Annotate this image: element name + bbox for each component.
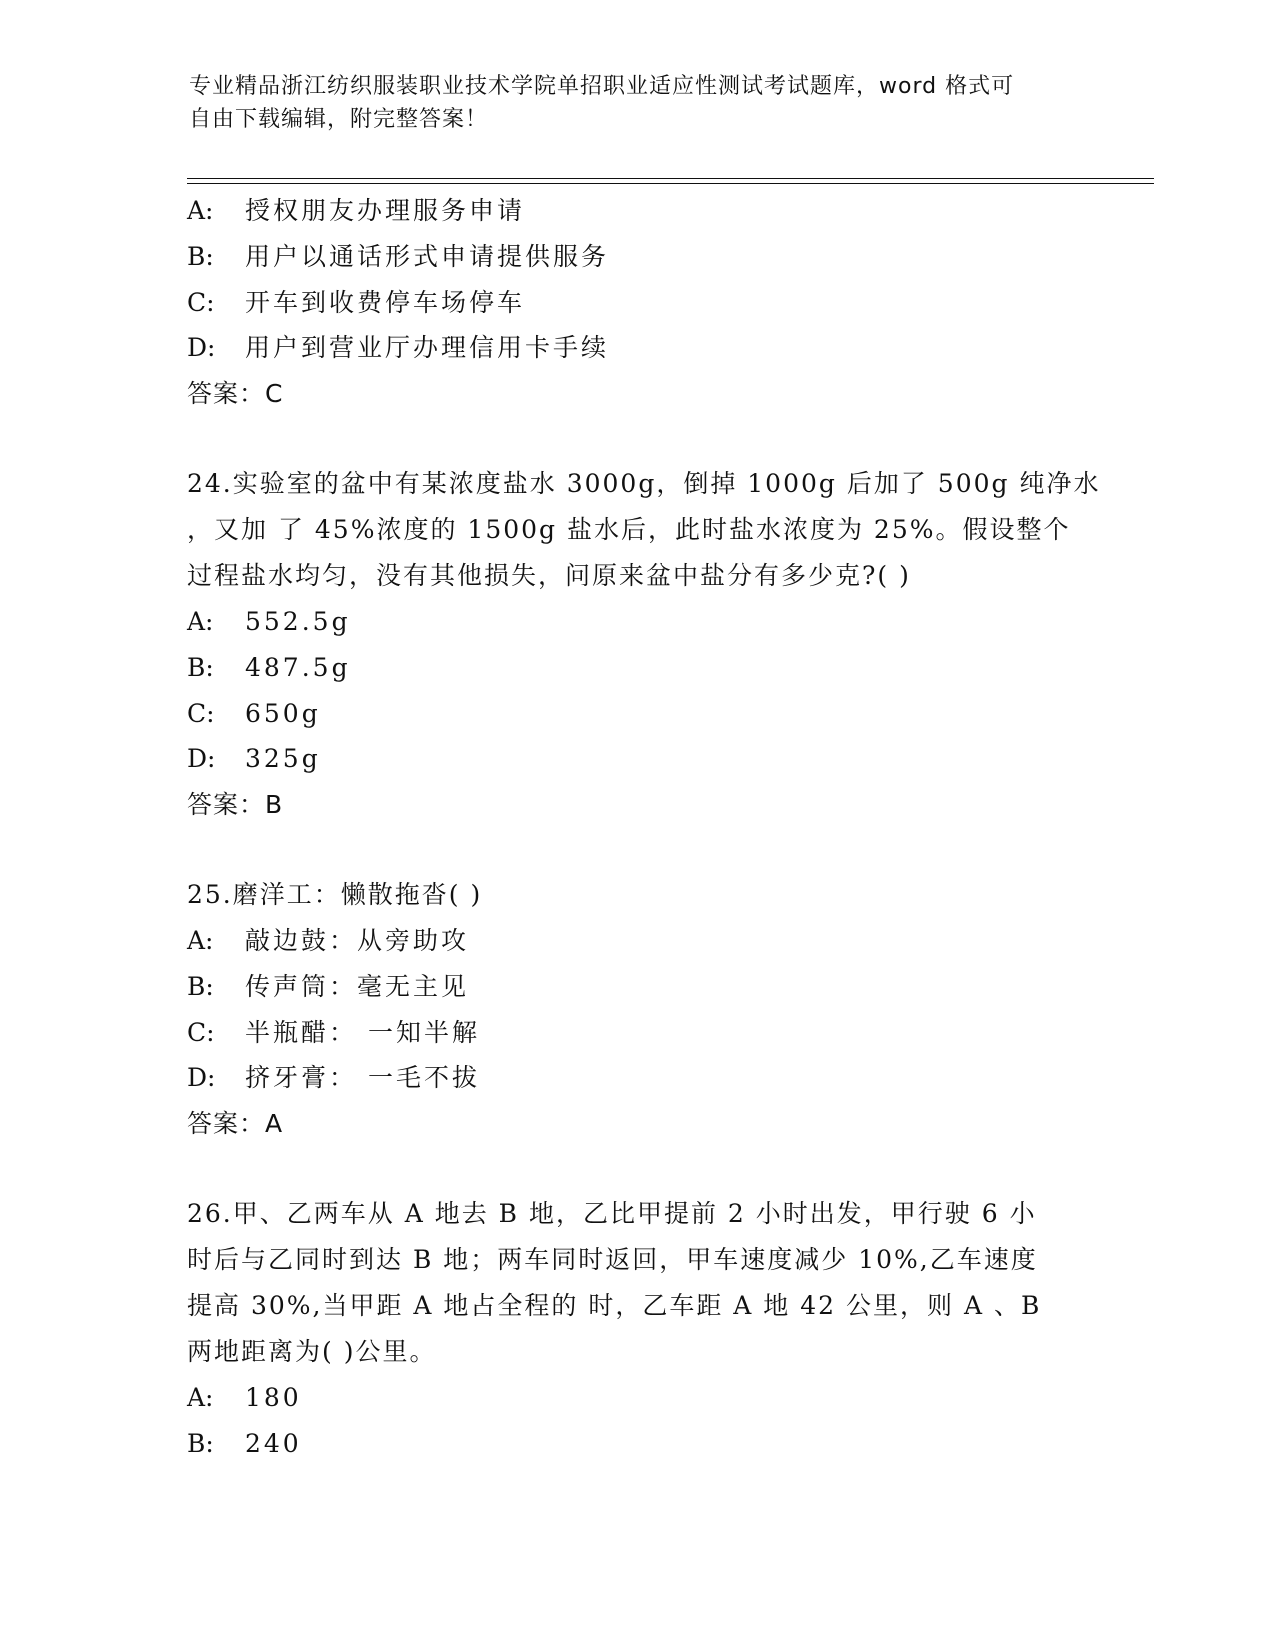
option-b — [187, 234, 1087, 280]
header-rule-top — [187, 178, 1154, 179]
option-c — [187, 1010, 1087, 1056]
option-c — [187, 691, 1087, 737]
option-text: 用户以通话形式申请提供服务 — [245, 241, 610, 271]
question-line: 时后与乙同时到达 B 地；两车同时返回，甲车速度减少 10%,乙车速度 — [187, 1244, 1038, 1274]
question-line: 26.甲、乙两车从 A 地去 B 地，乙比甲提前 2 小时出发，甲行驶 6 小 — [187, 1198, 1037, 1228]
option-text: 用户到营业厅办理信用卡手续 — [245, 333, 610, 363]
question-25 — [187, 872, 1087, 1147]
option-key: A: — [187, 925, 214, 955]
option-text: 敲边鼓：从旁助攻 — [245, 925, 470, 955]
question-stem — [187, 461, 1101, 599]
question-23 — [187, 188, 1087, 417]
option-key: A: — [187, 1382, 214, 1412]
question-line: 过程盐水均匀，没有其他损失，问原来盆中盐分有多少克?( ) — [187, 560, 911, 590]
option-a — [187, 188, 1087, 234]
option-key: B: — [187, 1428, 214, 1458]
option-key: D: — [187, 333, 216, 363]
option-text: 开车到收费停车场停车 — [245, 287, 526, 317]
option-b — [187, 645, 1087, 691]
answer: 答案：A — [187, 1109, 284, 1139]
option-key: D: — [187, 1063, 216, 1093]
question-line: ，又加 了 45%浓度的 1500g 盐水后，此时盐水浓度为 25%。假设整个 — [187, 514, 1071, 544]
option-a — [187, 918, 1087, 964]
option-text: 授权朋友办理服务申请 — [245, 196, 526, 225]
option-d — [187, 325, 1087, 371]
question-24 — [187, 461, 1101, 828]
question-line: 24.实验室的盆中有某浓度盐水 3000g，倒掉 1000g 后加了 500g 纯净水 — [187, 468, 1101, 498]
option-key: D: — [187, 744, 216, 774]
option-text: 180 — [245, 1382, 302, 1412]
option-key: C: — [187, 1017, 215, 1047]
header-line-2: 自由下载编辑，附完整答案！ — [189, 107, 489, 132]
option-text: 挤牙膏： 一毛不拔 — [245, 1063, 480, 1093]
option-key: B: — [187, 241, 214, 271]
question-list — [187, 188, 1101, 1467]
question-stem — [187, 1191, 1087, 1375]
option-key: B: — [187, 971, 214, 1001]
option-d — [187, 736, 1087, 782]
option-text: 650g — [245, 698, 321, 728]
option-key: A: — [187, 606, 214, 636]
option-key: B: — [187, 652, 214, 682]
option-text: 240 — [245, 1428, 302, 1458]
header-line-1: 专业精品浙江纺织服装职业技术学院单招职业适应性测试考试题库，word 格式可 — [189, 74, 1015, 99]
option-a — [187, 599, 1087, 645]
option-text: 487.5g — [245, 652, 351, 682]
option-text: 半瓶醋： 一知半解 — [245, 1017, 480, 1047]
question-stem — [187, 872, 1087, 918]
option-key: C: — [187, 287, 215, 317]
option-b — [187, 964, 1087, 1010]
option-text: 传声筒：毫无主见 — [245, 971, 470, 1001]
option-a — [187, 1375, 1087, 1421]
option-key: A: — [187, 196, 214, 225]
question-26 — [187, 1191, 1087, 1467]
question-line: 两地距离为( )公里。 — [187, 1336, 437, 1366]
option-c — [187, 280, 1087, 326]
answer: 答案：B — [187, 790, 284, 820]
option-key: C: — [187, 698, 215, 728]
header-rule-bottom — [187, 183, 1154, 184]
question-line: 提高 30%,当甲距 A 地占全程的 时，乙车距 A 地 42 公里，则 A 、B — [187, 1290, 1042, 1320]
answer: 答案：C — [187, 379, 284, 409]
question-line: 25.磨洋工：懒散拖沓( ) — [187, 879, 483, 909]
document-header — [189, 70, 1069, 136]
option-b — [187, 1421, 1087, 1467]
option-d — [187, 1055, 1087, 1101]
option-text: 552.5g — [245, 606, 351, 636]
option-text: 325g — [245, 744, 321, 774]
